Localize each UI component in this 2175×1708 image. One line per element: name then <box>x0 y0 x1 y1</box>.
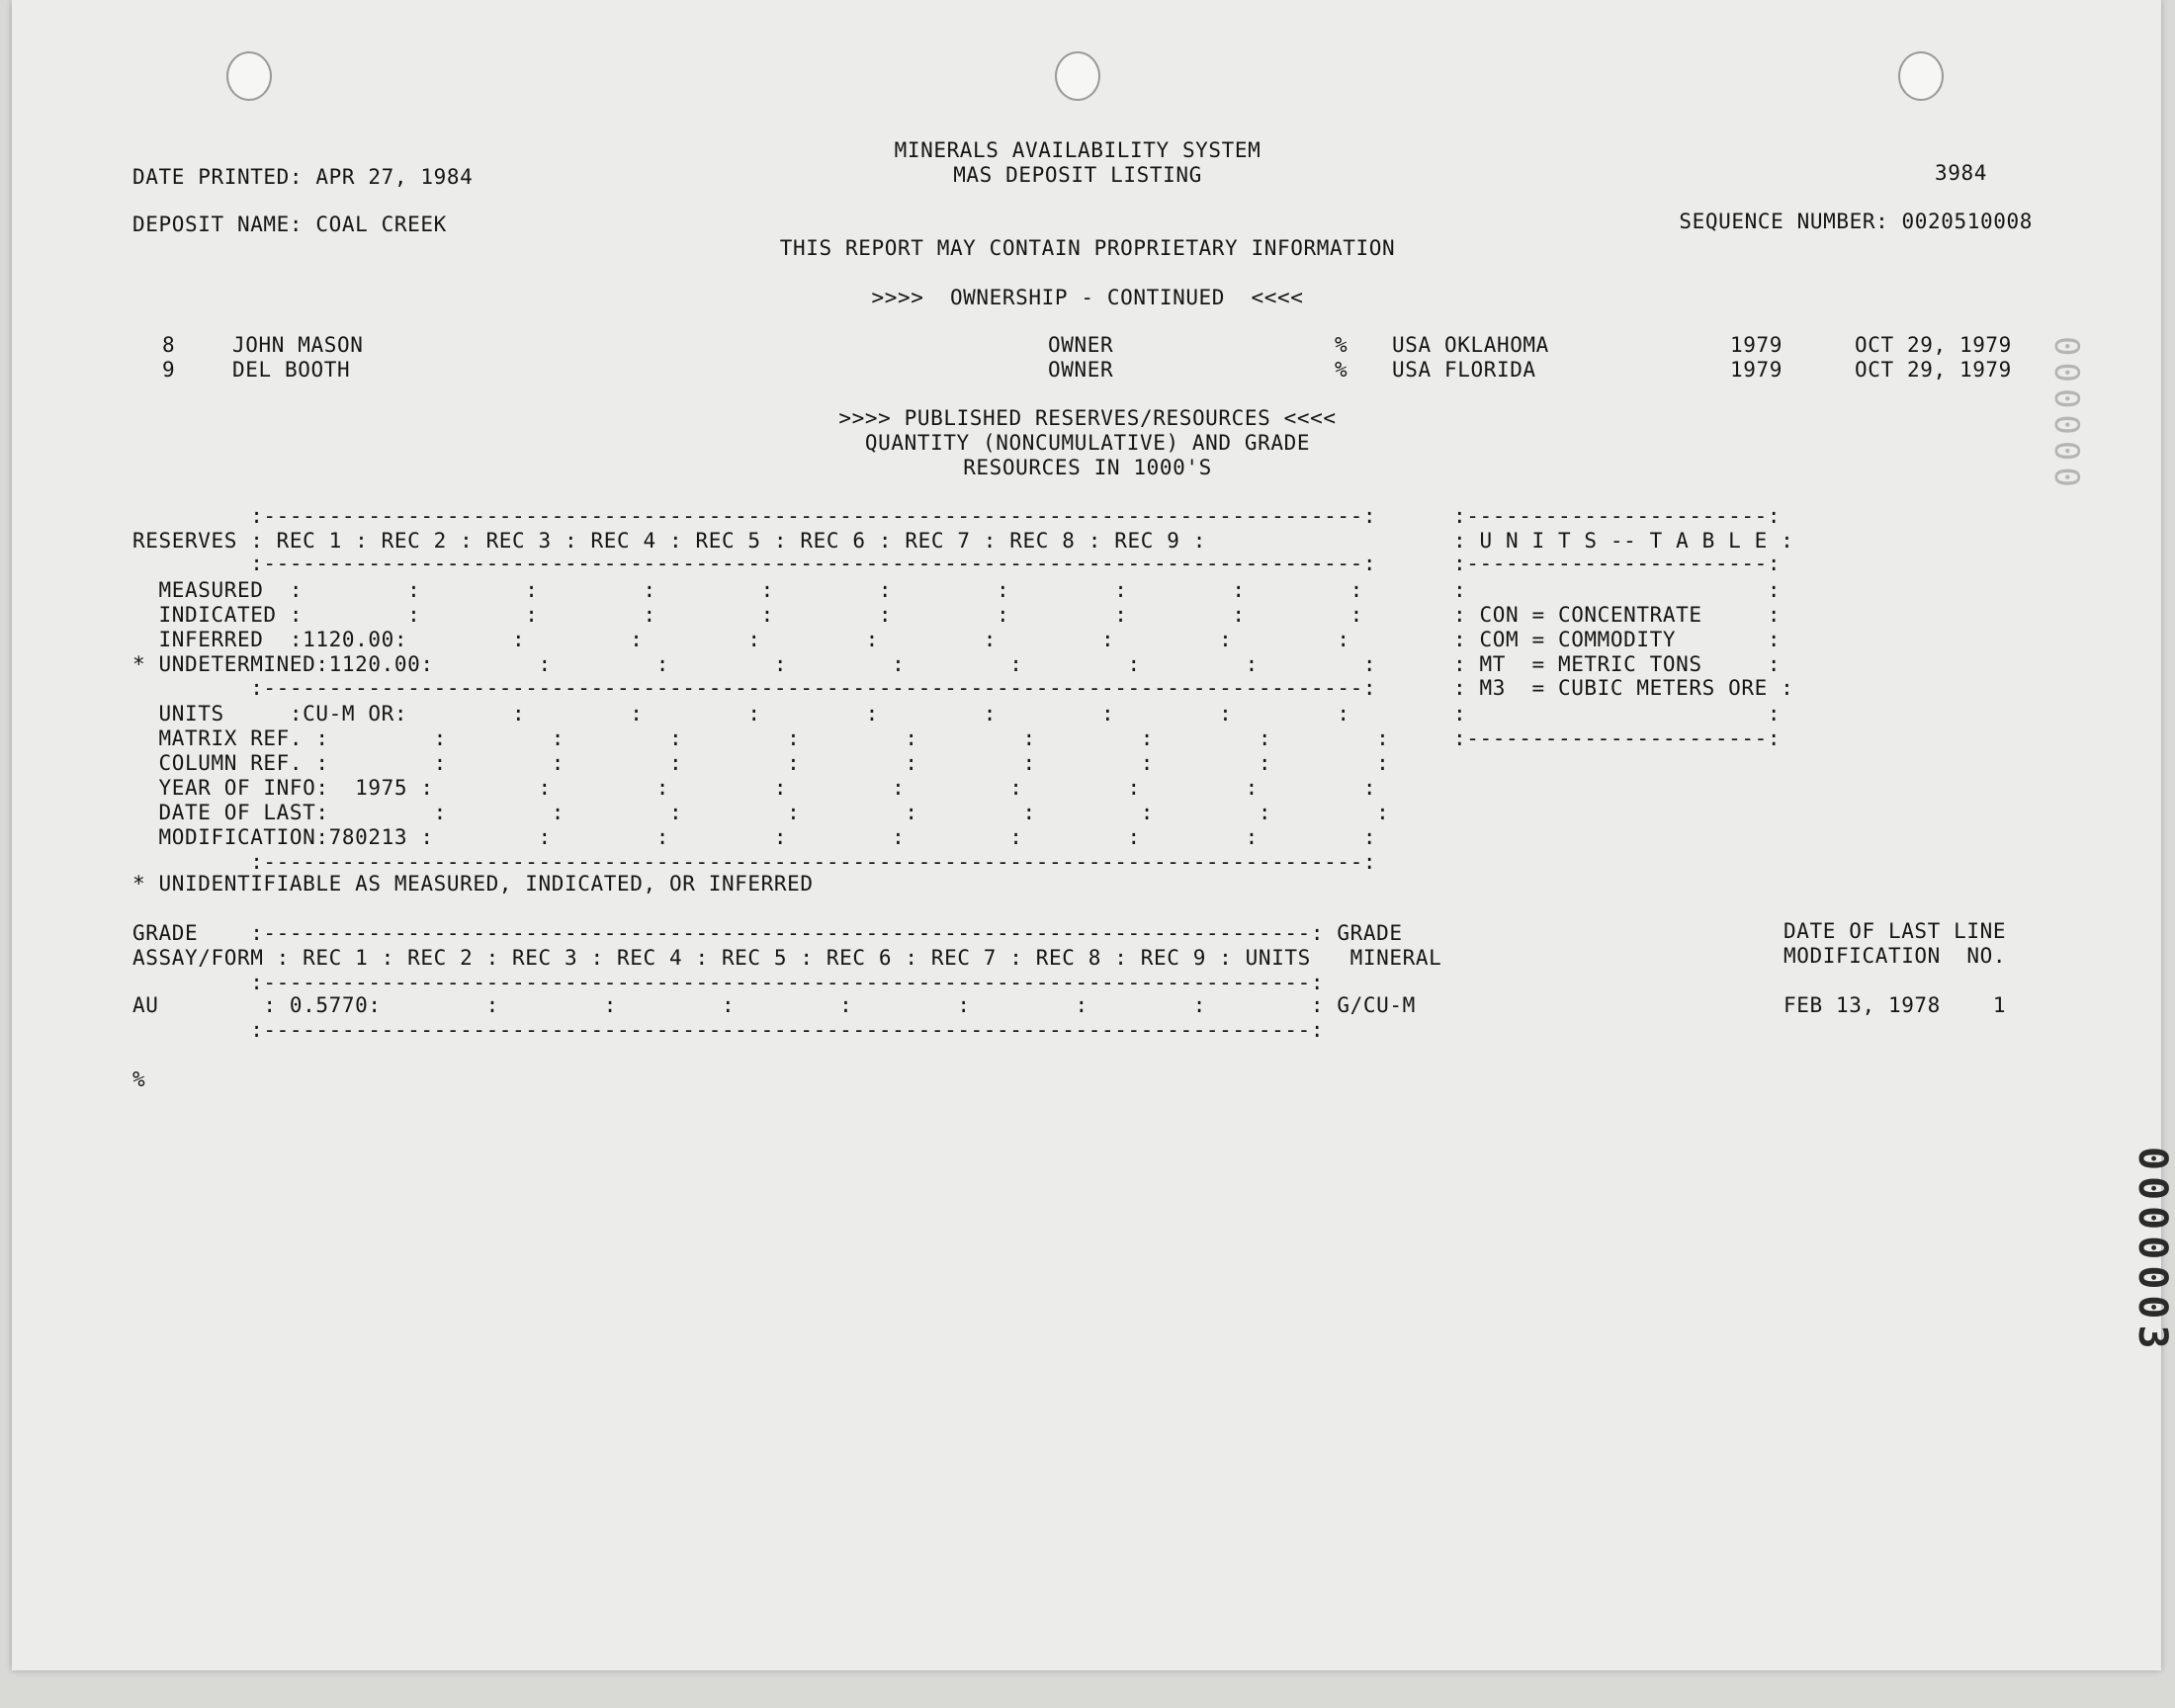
reserves-heading: >>>> PUBLISHED RESERVES/RESOURCES <<<< <box>838 406 1337 430</box>
reserves-header-row: RESERVES : REC 1 : REC 2 : REC 3 : REC 4 : REC 5 : REC 6 : REC 7 : REC 8 : REC 9 : <box>132 529 1206 553</box>
units-table-line: :-----------------------: <box>1453 726 1782 750</box>
owner-location: USA FLORIDA <box>1392 358 1536 382</box>
punch-hole-left <box>226 51 272 101</box>
grade-header-row: ASSAY/FORM : REC 1 : REC 2 : REC 3 : REC 4 : REC 5 : REC 6 : REC 7 : REC 8 : REC 9 : UNITS MINERAL <box>132 946 1442 970</box>
owner-year: 1979 <box>1730 358 1783 382</box>
reserves-units-note: RESOURCES IN 1000'S <box>963 456 1212 479</box>
page-number: 3984 <box>1935 161 1987 185</box>
sequence-number: SEQUENCE NUMBER: 0020510008 <box>1679 210 2033 233</box>
owner-date: OCT 29, 1979 <box>1855 333 2012 357</box>
grade-date-header: DATE OF LAST LINE <box>1784 919 2007 943</box>
system-title: MINERALS AVAILABILITY SYSTEM <box>894 138 1262 162</box>
units-table-line: : : <box>1453 702 1782 726</box>
reserves-line: :------------------------------------------------------------------------------------: <box>132 552 1377 575</box>
grade-line: :--------------------------------------------------------------------------------: <box>132 971 1325 994</box>
units-table-line: : : <box>1453 578 1782 602</box>
ownership-heading: >>>> OWNERSHIP - CONTINUED <<<< <box>871 286 1304 309</box>
punch-hole-right <box>1898 51 1944 101</box>
units-table-title: : U N I T S -- T A B L E : <box>1453 529 1794 553</box>
units-table-entry: : COM = COMMODITY : <box>1453 628 1782 651</box>
owner-percent: % <box>1335 333 1348 357</box>
owner-name: JOHN MASON <box>232 333 364 357</box>
owner-role: OWNER <box>1048 358 1114 382</box>
units-table-line: :-----------------------: <box>1453 504 1782 528</box>
owner-number: 9 <box>162 358 176 382</box>
grade-modification-value: FEB 13, 1978 1 <box>1784 993 2007 1017</box>
owner-date: OCT 29, 1979 <box>1855 358 2012 382</box>
margin-code-lower: 0000003 <box>2130 1147 2175 1355</box>
reserves-row-matrix-ref: MATRIX REF. : : : : : : : : : : <box>132 726 1390 750</box>
reserves-row-indicated: INDICATED : : : : : : : : : : <box>132 603 1363 627</box>
owner-number: 8 <box>162 333 176 357</box>
units-table-line: :-----------------------: <box>1453 552 1782 575</box>
reserves-row-date-of-last: DATE OF LAST: : : : : : : : : : <box>132 801 1390 824</box>
reserves-row-units: UNITS :CU-M OR: : : : : : : : : <box>132 702 1350 726</box>
owner-location: USA OKLAHOMA <box>1392 333 1549 357</box>
reserves-row-year-of-info: YEAR OF INFO: 1975 : : : : : : : : : <box>132 776 1377 800</box>
owner-role: OWNER <box>1048 333 1114 357</box>
reserves-line: :------------------------------------------------------------------------------------: <box>132 676 1377 700</box>
reserves-line: :------------------------------------------------------------------------------------: <box>132 504 1377 528</box>
owner-name: DEL BOOTH <box>232 358 351 382</box>
units-table-entry: : M3 = CUBIC METERS ORE : <box>1453 676 1794 700</box>
reserves-row-measured: MEASURED : : : : : : : : : : <box>132 578 1363 602</box>
stray-percent-mark: % <box>132 1068 146 1091</box>
punch-hole-center <box>1055 51 1100 101</box>
listing-title: MAS DEPOSIT LISTING <box>953 163 1202 187</box>
reserves-row-column-ref: COLUMN REF. : : : : : : : : : : <box>132 751 1390 775</box>
reserves-row-inferred: INFERRED :1120.00: : : : : : : : : <box>132 628 1350 651</box>
proprietary-notice: THIS REPORT MAY CONTAIN PROPRIETARY INFORMATION <box>779 236 1396 260</box>
reserves-subheading: QUANTITY (NONCUMULATIVE) AND GRADE <box>864 431 1311 455</box>
grade-modification-header: MODIFICATION NO. <box>1784 944 2007 968</box>
owner-year: 1979 <box>1730 333 1783 357</box>
reserves-line: :------------------------------------------------------------------------------------: <box>132 850 1377 874</box>
grade-row-au: AU : 0.5770: : : : : : : : : G/CU-M <box>132 993 1416 1017</box>
date-printed: DATE PRINTED: APR 27, 1984 <box>132 165 474 189</box>
units-table-entry: : MT = METRIC TONS : <box>1453 652 1782 676</box>
deposit-name: DEPOSIT NAME: COAL CREEK <box>132 213 447 236</box>
owner-percent: % <box>1335 358 1348 382</box>
reserves-row-undetermined: * UNDETERMINED:1120.00: : : : : : : : : <box>132 652 1377 676</box>
grade-line: :--------------------------------------------------------------------------------: <box>132 1018 1325 1042</box>
margin-code-upper: 000000 <box>2046 336 2086 493</box>
reserves-row-modification: MODIFICATION:780213 : : : : : : : : : <box>132 825 1377 849</box>
units-table-entry: : CON = CONCENTRATE : <box>1453 603 1782 627</box>
footnote: * UNIDENTIFIABLE AS MEASURED, INDICATED, OR INFERRED <box>132 872 814 896</box>
grade-header-line: GRADE :--------------------------------------------------------------------------------: GRADE <box>132 921 1403 945</box>
